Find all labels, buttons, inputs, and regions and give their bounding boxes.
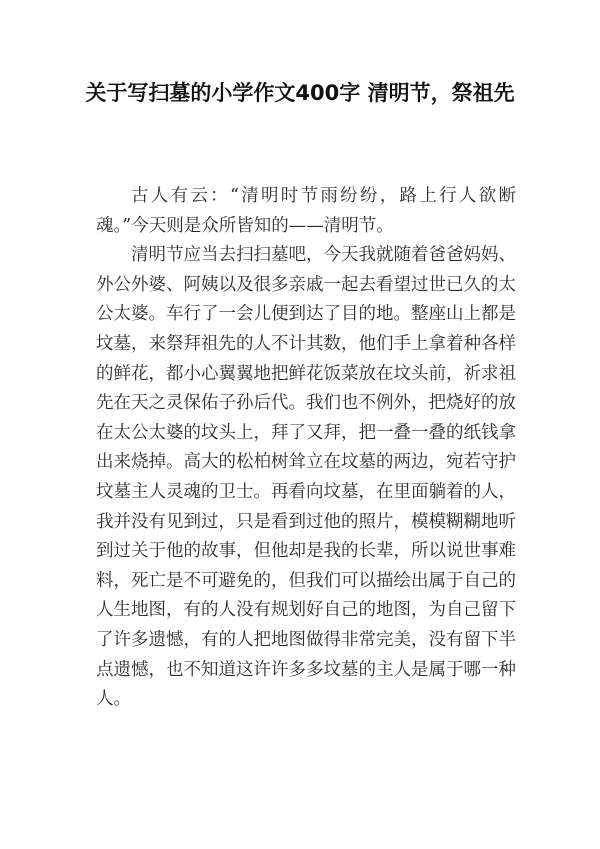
paragraph-2: 清明节应当去扫扫墓吧，今天我就随着爸爸妈妈、外公外婆、阿姨以及很多亲戚一起去看望过世已久的太公太婆。车行了一会儿便到达了目的地。整座山上都是坟墓，来祭拜祖先的人不计其数，他们手上拿着种各样的鲜花，都小心翼翼地把鲜花饭菜放在坟头前，祈求祖先在天之灵保佑子孙后代。我们也不例外，把烧好的放在太公太婆的坟头上，拜了又拜，把一叠一叠的纸钱拿出来烧掉。高大的松柏树耸立在坟墓的两边，宛若守护坟墓主人灵魂的卫士。再看向坟墓，在里面躺着的人，我并没有见到过，只是看到过他的照片，模模糊糊地听到过关于他的故事，但他却是我的长辈，所以说世事难料，死亡是不可避免的，但我们可以描绘出属于自己的人生地图，有的人没有规划好自己的地图，为自己留下了许多遗憾，有的人把地图做得非常完美，没有留下半点遗憾，也不知道这许许多多坟墓的主人是属于哪一种人。 [96, 245, 516, 710]
document-title: 关于写扫墓的小学作文400字 清明节，祭祖先 [85, 81, 515, 105]
paragraph-1: 古人有云：“清明时节雨纷纷，路上行人欲断魂。”今天则是众所皆知的——清明节。 [96, 186, 516, 236]
document-body [96, 182, 516, 715]
